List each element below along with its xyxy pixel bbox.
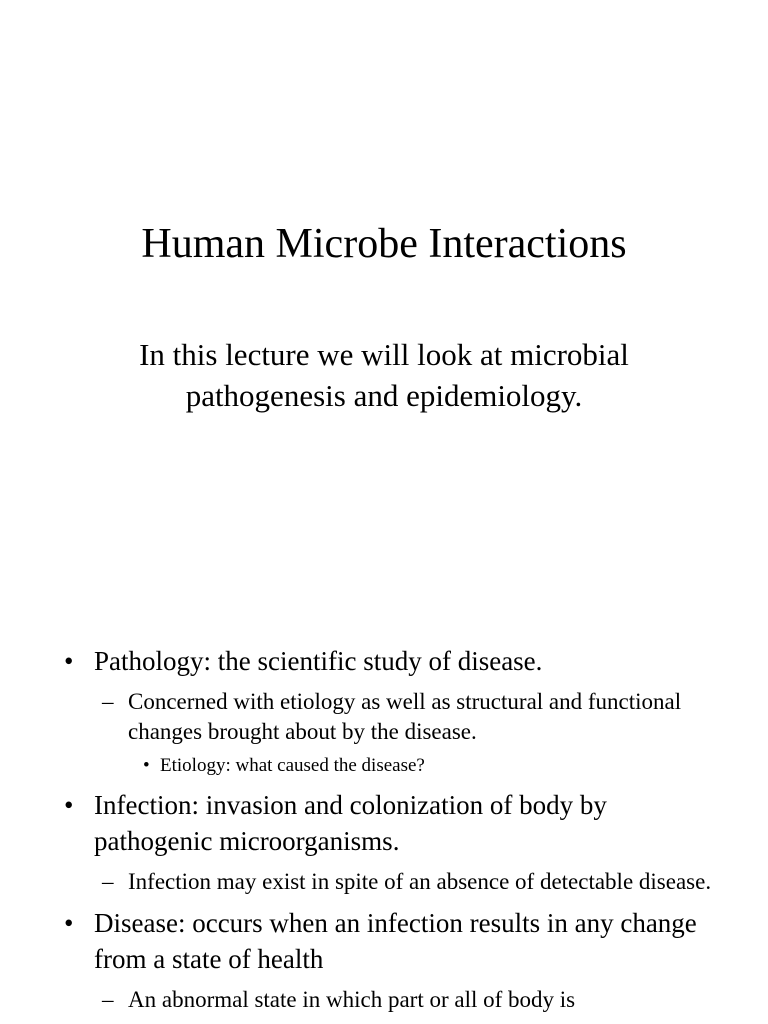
slide-subtitle: In this lecture we will look at microbial pathogenesis and epidemiology. xyxy=(139,337,629,413)
dash-marker: – xyxy=(102,869,114,894)
bullet-text: Infection: invasion and colonization of body by pathogenic microorganisms. xyxy=(94,790,607,856)
sub-bullet-disease-detail xyxy=(0,985,768,1015)
slide-title: Human Microbe Interactions xyxy=(141,221,627,267)
sub-bullet-etiology-concern xyxy=(0,687,768,747)
sub-bullet-text: Concerned with etiology as well as structural and functional changes brought about by the disease. xyxy=(128,689,682,744)
bullet-pathology xyxy=(0,643,768,679)
sub-bullet-text: Infection may exist in spite of an absence of detectable disease. xyxy=(128,869,712,894)
bullet-text: Pathology: the scientific study of disease. xyxy=(94,646,543,676)
bullet-infection xyxy=(0,787,768,859)
bullet-list xyxy=(0,643,768,1015)
dash-marker: – xyxy=(102,987,114,1012)
sub-bullet-text: An abnormal state in which part or all of body is xyxy=(128,987,576,1012)
dash-marker: – xyxy=(102,689,114,714)
sub-sub-bullet-etiology xyxy=(0,753,768,779)
bullet-marker: • xyxy=(64,646,74,676)
bullet-marker: • xyxy=(143,755,150,776)
bullet-disease xyxy=(0,905,768,977)
sub-bullet-infection-detail xyxy=(0,867,768,897)
sub-sub-bullet-text: Etiology: what caused the disease? xyxy=(160,755,425,776)
bullet-marker: • xyxy=(64,908,74,938)
bullet-marker: • xyxy=(64,790,74,820)
bullet-text: Disease: occurs when an infection results in any change from a state of health xyxy=(94,908,697,974)
